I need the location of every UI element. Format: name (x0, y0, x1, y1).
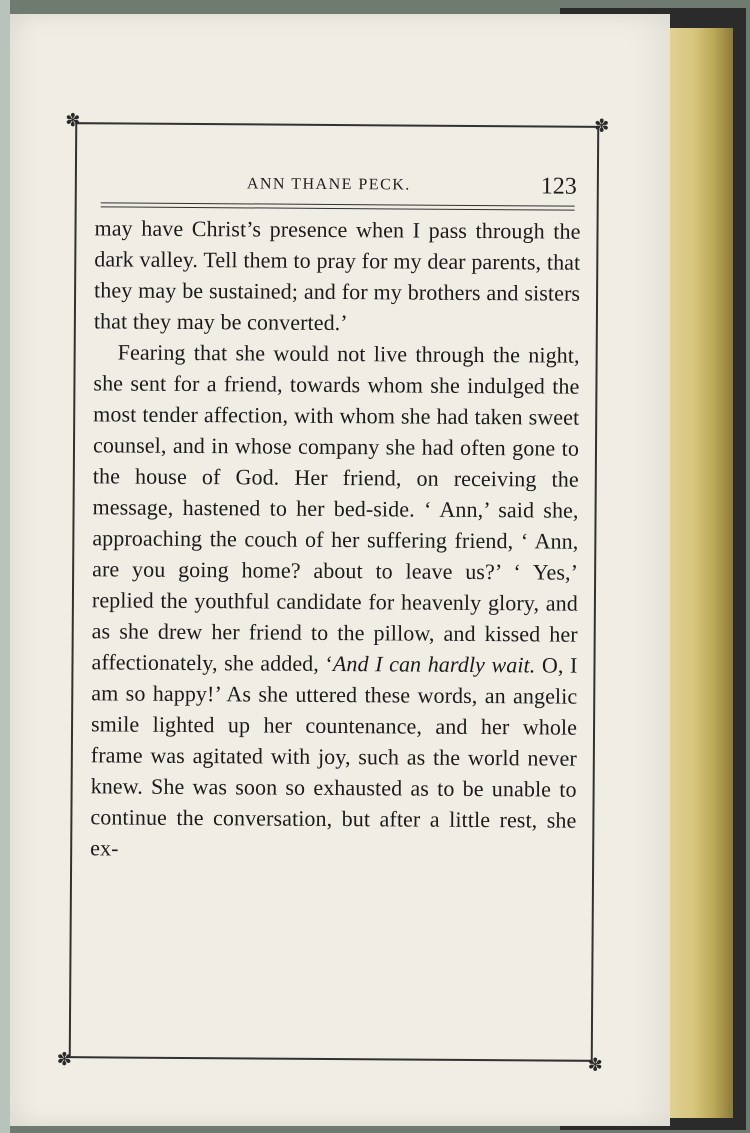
header-rule (101, 202, 575, 210)
corner-ornament-top-right: ✽ (594, 115, 610, 136)
paragraph-text-after-italic: O, I am so happy!’ As she uttered these words, an angelic smile lighted up her countenance, and her whole frame was agitated with joy, such as the world never knew. She was soon so exhausted as to be unable to continue the conversation, but after a little rest, she ex- (90, 652, 578, 861)
book-page (10, 14, 670, 1126)
corner-ornament-bottom-right: ✽ (587, 1054, 603, 1075)
corner-ornament-bottom-left: ✽ (56, 1049, 72, 1070)
paragraph-continued: may have Christ’s presence when I pass through the dark valley. Tell them to pray for my dear parents, that they may be sustained; and for my brothers and sisters that they may be converted.’ (93, 215, 581, 336)
italic-quote: And I can hardly wait. (332, 650, 536, 678)
page-border-frame (56, 110, 610, 1075)
running-title: ANN THANE PECK. (246, 175, 411, 194)
page-edges (660, 28, 733, 1118)
page-header (93, 154, 585, 200)
body-text (90, 212, 581, 866)
paragraph-text-before-italic: Fearing that she would not live through the night, she sent for a friend, towards whom she indulged the most tender affection, with whom she had taken sweet counsel, and in whose company she had often gone to the house of God. Her friend, on receiving the message, hastened to her bed-side. ‘ Ann,’ said she, approaching the couch of her suffering friend, ‘ Ann, are you going home? about to leave us?’ ‘ Yes,’ replied the youthful candidate for heavenly glory, and as she drew her friend to the pillow, and kissed her affectionately, she added, ‘ (91, 339, 580, 676)
paragraph (90, 336, 580, 866)
corner-ornament-top-left: ✽ (65, 110, 81, 131)
page-number: 123 (540, 173, 577, 200)
adjacent-page-edge (0, 0, 10, 1133)
